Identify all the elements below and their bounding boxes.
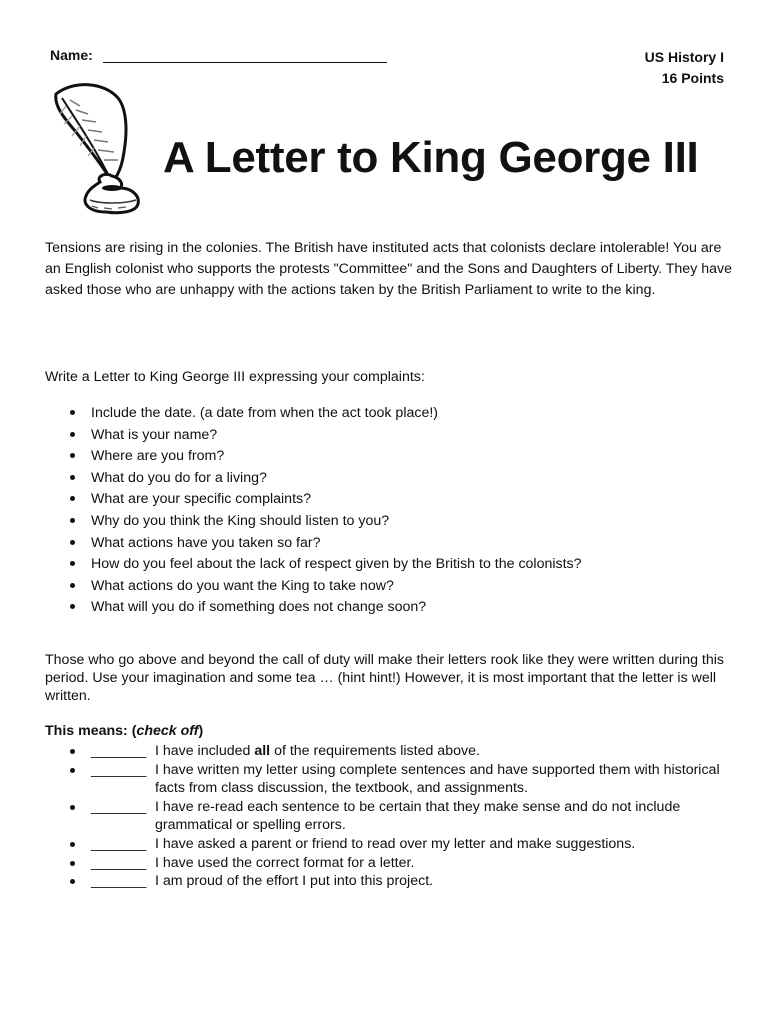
bullet-icon — [70, 475, 75, 480]
closing-paragraph: Those who go above and beyond the call of duty will make their letters rook like they were written during this period. Use your imagination and some tea … (hint hint!) However, it is most important that the letter is well written. — [45, 652, 724, 704]
check-blank[interactable]: _______ — [91, 798, 147, 815]
checklist-heading: This means: (check off) — [45, 723, 204, 739]
bullet-icon — [70, 518, 75, 523]
list-item: How do you feel about the lack of respect given by the British to the colonists? — [45, 554, 582, 576]
name-blank-line[interactable] — [103, 48, 387, 63]
assignment-prompt: Write a Letter to King George III expressing your complaints: — [45, 369, 425, 385]
list-item: Where are you from? — [45, 446, 582, 468]
points-value: 16 Points — [661, 70, 724, 86]
name-label: Name: — [50, 47, 93, 63]
bullet-icon — [70, 432, 75, 437]
list-item: What do you do for a living? — [45, 468, 582, 490]
list-item: What will you do if something does not change soon? — [45, 597, 582, 619]
list-item: What actions do you want the King to take now? — [45, 576, 582, 598]
bullet-icon — [70, 768, 75, 773]
bullet-icon — [70, 496, 75, 501]
check-blank[interactable]: _______ — [91, 743, 147, 759]
bullet-icon — [70, 861, 75, 866]
list-item: What actions have you taken so far? — [45, 533, 582, 555]
checklist-item: _______ I am proud of the effort I put into this project. — [45, 872, 735, 891]
list-item: What is your name? — [45, 425, 582, 447]
list-item: What are your specific complaints? — [45, 489, 582, 511]
checklist-item: _______ I have used the correct format for a letter. — [45, 854, 735, 873]
check-blank[interactable]: _______ — [91, 761, 147, 778]
bullet-icon — [70, 604, 75, 609]
bullet-icon — [70, 410, 75, 415]
name-field — [50, 47, 387, 63]
bullet-icon — [70, 879, 75, 884]
bullet-icon — [70, 540, 75, 545]
check-blank[interactable]: _______ — [91, 854, 147, 871]
bullet-icon — [70, 453, 75, 458]
list-item: Why do you think the King should listen to you? — [45, 511, 582, 533]
check-blank[interactable]: _______ — [91, 835, 147, 852]
self-check-list — [45, 742, 735, 891]
course-info — [645, 47, 724, 89]
bullet-icon — [70, 561, 75, 566]
requirements-list — [45, 403, 582, 619]
checklist-item: _______ I have re-read each sentence to be certain that they make sense and do not include grammatical or spelling errors. — [45, 798, 735, 835]
checklist-item: _______ I have written my letter using complete sentences and have supported them with historical facts from class discussion, the textbook, and assignments. — [45, 761, 735, 798]
bullet-icon — [70, 842, 75, 847]
bullet-icon — [70, 749, 75, 754]
course-name: US History I — [644, 49, 724, 65]
list-item: Include the date. (a date from when the act took place!) — [45, 403, 582, 425]
page-title: A Letter to King George III — [163, 133, 699, 182]
bullet-icon — [70, 805, 75, 810]
intro-paragraph: Tensions are rising in the colonies. The British have instituted acts that colonists declare intolerable! You are an English colonist who supports the protests "Committee" and the Sons and Daughters of Liberty. They have asked those who are unhappy with the actions taken by the British Parliament to write to the king. — [45, 240, 732, 298]
quill-inkwell-icon — [46, 76, 156, 216]
checklist-item: _______ I have included all of the requirements listed above. — [45, 742, 735, 761]
bullet-icon — [70, 583, 75, 588]
check-blank[interactable]: _______ — [91, 873, 147, 890]
checklist-item: _______ I have asked a parent or friend to read over my letter and make suggestions. — [45, 835, 735, 854]
